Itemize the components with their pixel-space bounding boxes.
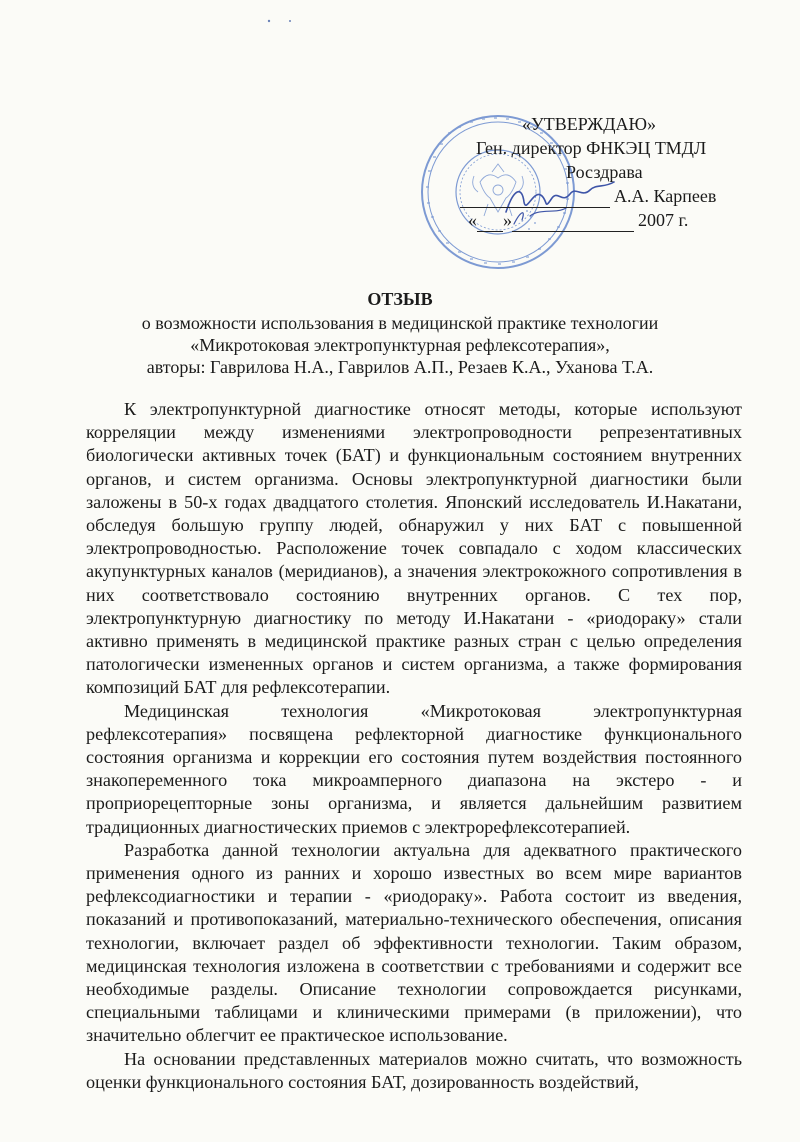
document-body — [86, 398, 742, 1094]
approval-block — [440, 112, 740, 232]
date-close-quote: » — [503, 210, 512, 230]
approval-signatory — [440, 184, 740, 208]
scan-speck-marks — [266, 18, 296, 24]
approval-title: «УТВЕРЖДАЮ» — [522, 114, 657, 134]
date-month-blank — [512, 231, 634, 232]
date-year: 2007 г. — [638, 210, 689, 230]
paragraph-3: Разработка данной технологии актуальна для адекватного практического применения одного из ранних и хорошо известных во всем мире вариантов рефлексодиагностики и терапии - «риодораку». Работа состоит из введения, показаний и противопоказаний, материально-технического обеспечения, описания технологии, включает раздел об эффективности технологии. Таким образом, медицинская технология изложена в соответствии с требованиями и содержит все необходимые разделы. Описание технологии сопровождается рисунками, специальными таблицами и клиническими примерами (в приложении), что значительно облегчит ее практическое использование. — [86, 839, 742, 1046]
paragraph-1: К электропунктурной диагностике относят методы, которые используют корреляции между изменениями электропроводности репрезентативных биологически активных точек (БАТ) и функциональным состоянием внутренних органов, и систем организма. Основы электропунктурной диагностики были заложены в 50-х годах двадцатого столетия. Японский исследователь И.Накатани, обследуя большую группу людей, обнаружил у них БАТ с повышенной электропроводностью. Расположение точек совпадало с ходом классических акупунктурных каналов (меридианов), а значения электрокожного сопротивления в них соответствовало состоянию внутренних органов. С тех пор, электропунктурную диагностику по методу И.Накатани - «риодораку» стали активно применять в медицинской практике разных стран с целью определения патологически измененных органов и систем организма, а также формирования композиций БАТ для рефлексотерапии. — [86, 399, 742, 698]
approval-position: Ген. директор ФНКЭЦ ТМДЛ — [476, 138, 707, 158]
heading-line-1: о возможности использования в медицинской практике технологии — [141, 313, 659, 333]
approval-organization: Росздрава — [566, 162, 643, 182]
date-day-blank — [477, 231, 503, 232]
paragraph-4: На основании представленных материалов можно считать, что возможность оценки функционального состояния БАТ, дозированность воздействий, — [86, 1048, 742, 1092]
heading-line-2: «Микротоковая электропунктурная рефлексотерапия», — [190, 335, 610, 355]
paragraph-2: Медицинская технология «Микротоковая электропунктурная рефлексотерапия» посвящена рефлекторной диагностике функционального состояния организма и коррекции его состояния путем воздействия постоянного знакопеременного тока микроамперного диапазона на экстеро - и проприорецепторные зоны организма, и является дальнейшим развитием традиционных диагностических приемов с электрорефлексотерапией. — [86, 700, 742, 837]
approval-date — [440, 208, 740, 232]
signatory-name: А.А. Карпеев — [614, 186, 717, 206]
heading-authors: авторы: Гаврилова Н.А., Гаврилов А.П., Резаев К.А., Уханова Т.А. — [146, 357, 654, 377]
document-title: ОТЗЫВ — [367, 289, 433, 309]
document-heading — [60, 288, 740, 378]
date-open-quote: « — [468, 210, 477, 230]
